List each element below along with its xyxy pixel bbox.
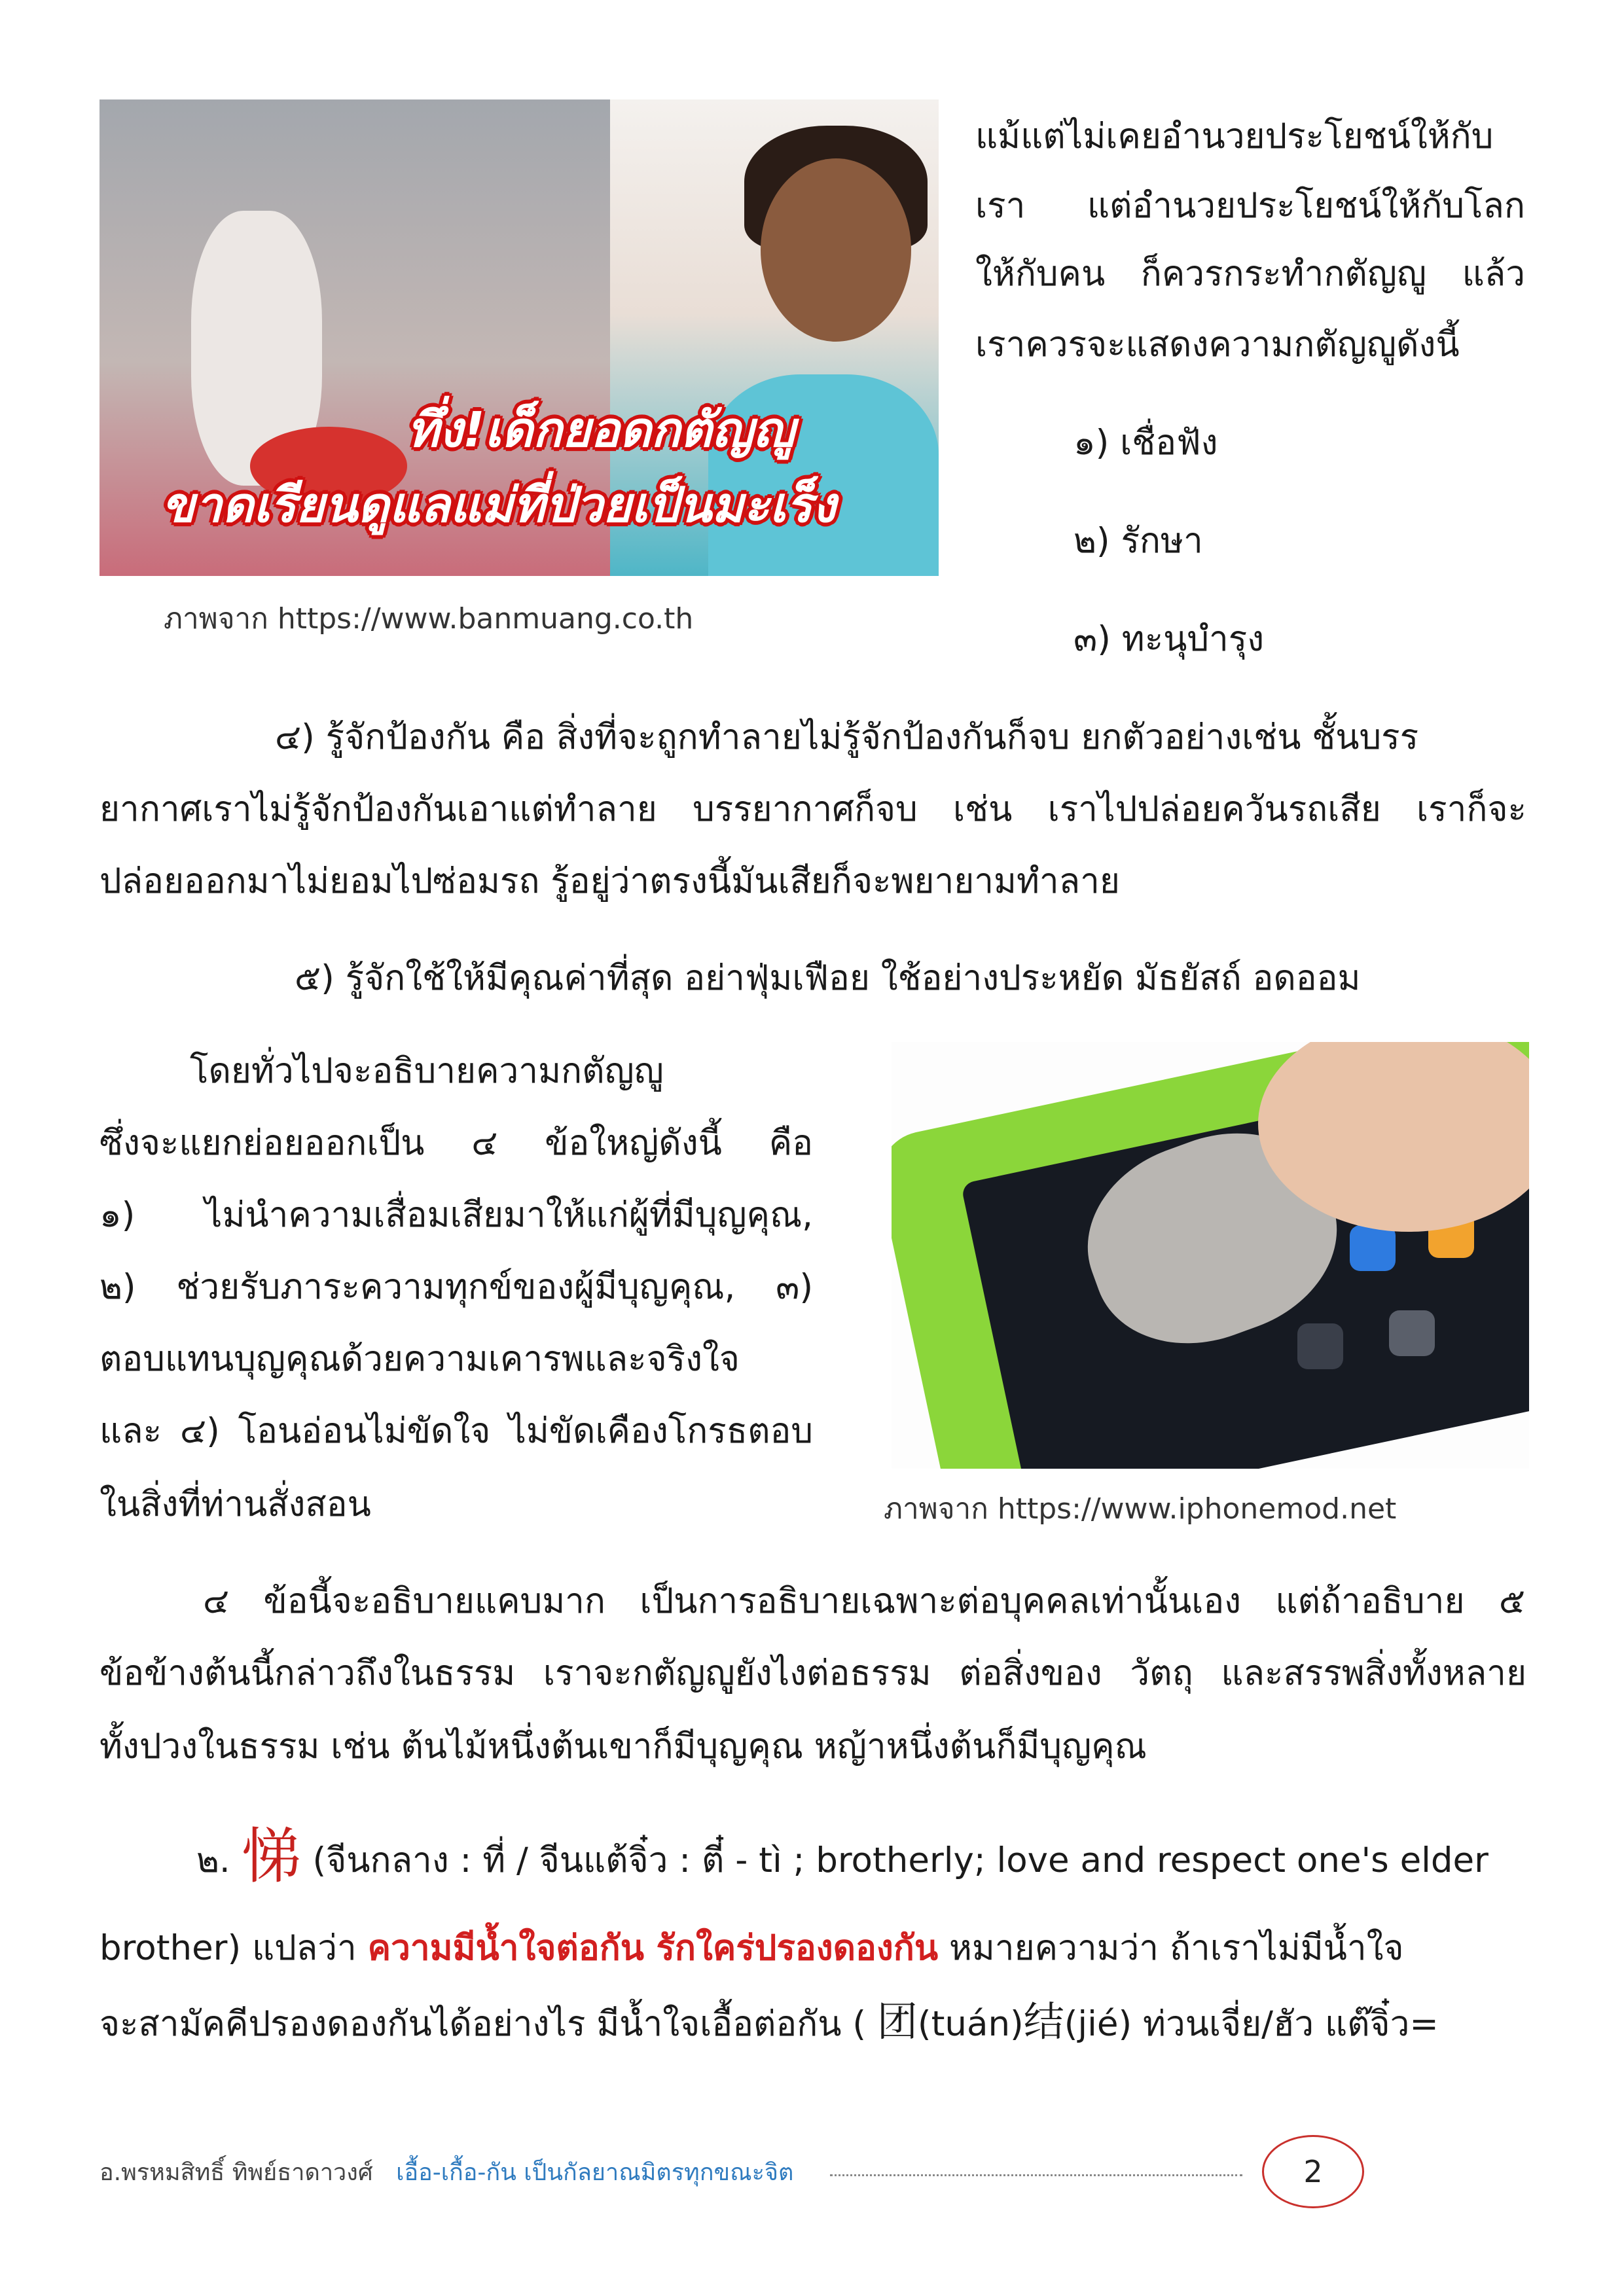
photo-app-icon (1389, 1310, 1435, 1356)
hanzi-jie: 结 (1023, 1998, 1064, 2045)
list-item-3: ๓) ทะนุบำรุง (1074, 619, 1265, 659)
explain-line-1: ๔ ข้อนี้จะอธิบายแคบมาก เป็นการอธิบายเฉพาะต่อบุคคลเท่านั้นเอง แต่ถ้าอธิบาย ๕ (203, 1581, 1525, 1621)
photo1-caption: ภาพจาก https://www.banmuang.co.th (164, 602, 694, 636)
left-block-line-1: โดยทั่วไปจะอธิบายความกตัญญู (190, 1051, 664, 1091)
para4-line-1: ๔) รู้จักป้องกัน คือ สิ่งที่จะถูกทำลายไม่รู้จักป้องกันก็จบ ยกตัวอย่างเช่น ชั้นบรร (275, 717, 1419, 757)
section2-line3-a: จะสามัคคีปรองดองกันได้อย่างไร มีน้ำใจเอื้อต่อกัน ( (99, 2004, 867, 2044)
phone-cleaning-photo (892, 1042, 1529, 1469)
section2-highlight: ความมีน้ำใจต่อกัน รักใคร่ปรองดองกัน (367, 1928, 939, 1968)
footer-author: อ.พรหมสิทธิ์ ทิพย์ธาดาวงศ์ (99, 2159, 373, 2186)
section2-line1-text: (จีนกลาง : ที่ / จีนแต้จิ๋ว : ตี๋ - tì ; brotherly; love and respect one's elder (312, 1840, 1489, 1880)
left-block-line-2: ซึ่งจะแยกย่อยออกเป็น ๔ ข้อใหญ่ดังนี้ คือ (99, 1123, 813, 1163)
section2-line-3 (99, 1998, 1439, 2049)
left-block-line-6: และ ๔) โอนอ่อนไม่ขัดใจ ไม่ขัดเคืองโกรธตอบ (99, 1411, 813, 1451)
page-number (1262, 2135, 1364, 2208)
list-item-1: ๑) เชื่อฟัง (1074, 423, 1218, 463)
left-block-line-4: ๒) ช่วยรับภาระความทุกข์ของผู้มีบุญคุณ, ๓) (99, 1267, 813, 1307)
section2-number: ๒. (196, 1840, 230, 1880)
footer-title: เอื้อ-เกื้อ-กัน เป็นกัลยาณมิตรทุกขณะจิต (396, 2159, 794, 2186)
news-photo (99, 99, 939, 576)
pinyin-tuan: (tuán) (917, 2004, 1024, 2044)
explain-line-2: ข้อข้างต้นนี้กล่าวถึงในธรรม เราจะกตัญญูยังไงต่อธรรม ต่อสิ่งของ วัตถุ และสรรพสิ่งทั้งหลาย (99, 1653, 1526, 1693)
left-block-line-3: ๑) ไม่นำความเสื่อมเสียมาให้แก่ผู้ที่มีบุญคุณ, (99, 1195, 813, 1235)
para4-line-3: ปล่อยออกมาไม่ยอมไปซ่อมรถ รู้อยู่ว่าตรงนี้มันเสียก็จะพยายามทำลาย (99, 861, 1120, 901)
hanzi-tuan: 团 (876, 1998, 918, 2045)
footer-divider (830, 2174, 1242, 2176)
right-text-line-4: เราควรจะแสดงความกตัญญูดังนี้ (975, 325, 1460, 365)
left-block-line-5: ตอบแทนบุญคุณด้วยความเคารพและจริงใจ (99, 1339, 740, 1379)
section2-hanzi: 悌 (241, 1821, 302, 1892)
photo-app-icon (1297, 1323, 1343, 1369)
section2-line2-b: หมายความว่า ถ้าเราไม่มีน้ำใจ (948, 1928, 1404, 1968)
photo-headline-2: ขาดเรียนดูแลแม่ที่ป่วยเป็นมะเร็ง (162, 477, 836, 533)
photo-app-icon (1350, 1225, 1396, 1271)
list-item-2: ๒) รักษา (1074, 521, 1203, 561)
right-text-line-2: เรา แต่อำนวยประโยชน์ให้กับโลก (975, 186, 1525, 226)
photo2-caption: ภาพจาก https://www.iphonemod.net (884, 1492, 1397, 1526)
left-block-line-7: ในสิ่งที่ท่านสั่งสอน (99, 1484, 371, 1524)
photo-headline-1: ทึ่ง!เด็กยอดกตัญญู (407, 402, 795, 458)
para5: ๕) รู้จักใช้ให้มีคุณค่าที่สุด อย่าฟุ่มเฟือย ใช้อย่างประหยัด มัธยัสถ์ อดออม (295, 958, 1361, 998)
section2-line-1 (196, 1821, 1489, 1892)
right-text-line-3: ให้กับคน ก็ควรกระทำกตัญญู แล้ว (975, 254, 1525, 294)
para4-line-2: ยากาศเราไม่รู้จักป้องกันเอาแต่ทำลาย บรรยากาศก็จบ เช่น เราไปปล่อยควันรถเสีย เราก็จะ (99, 789, 1526, 829)
page-number-text: 2 (1303, 2154, 1323, 2189)
section2-line-2 (99, 1924, 1404, 1973)
photo-face (761, 158, 911, 342)
section2-line3-b: ท่วนเจี่ย/ฮัว แต๊จิ๋ว= (1143, 2004, 1439, 2044)
explain-line-3: ทั้งปวงในธรรม เช่น ต้นไม้หนึ่งต้นเขาก็มีบุญคุณ หญ้าหนึ่งต้นก็มีบุญคุณ (99, 1727, 1147, 1767)
section2-line2-a: brother) แปลว่า (99, 1928, 357, 1968)
footer (99, 2153, 793, 2191)
right-text-line-1: แม้แต่ไม่เคยอำนวยประโยชน์ให้กับ (975, 117, 1494, 156)
pinyin-jie: (jié) (1064, 2004, 1132, 2044)
